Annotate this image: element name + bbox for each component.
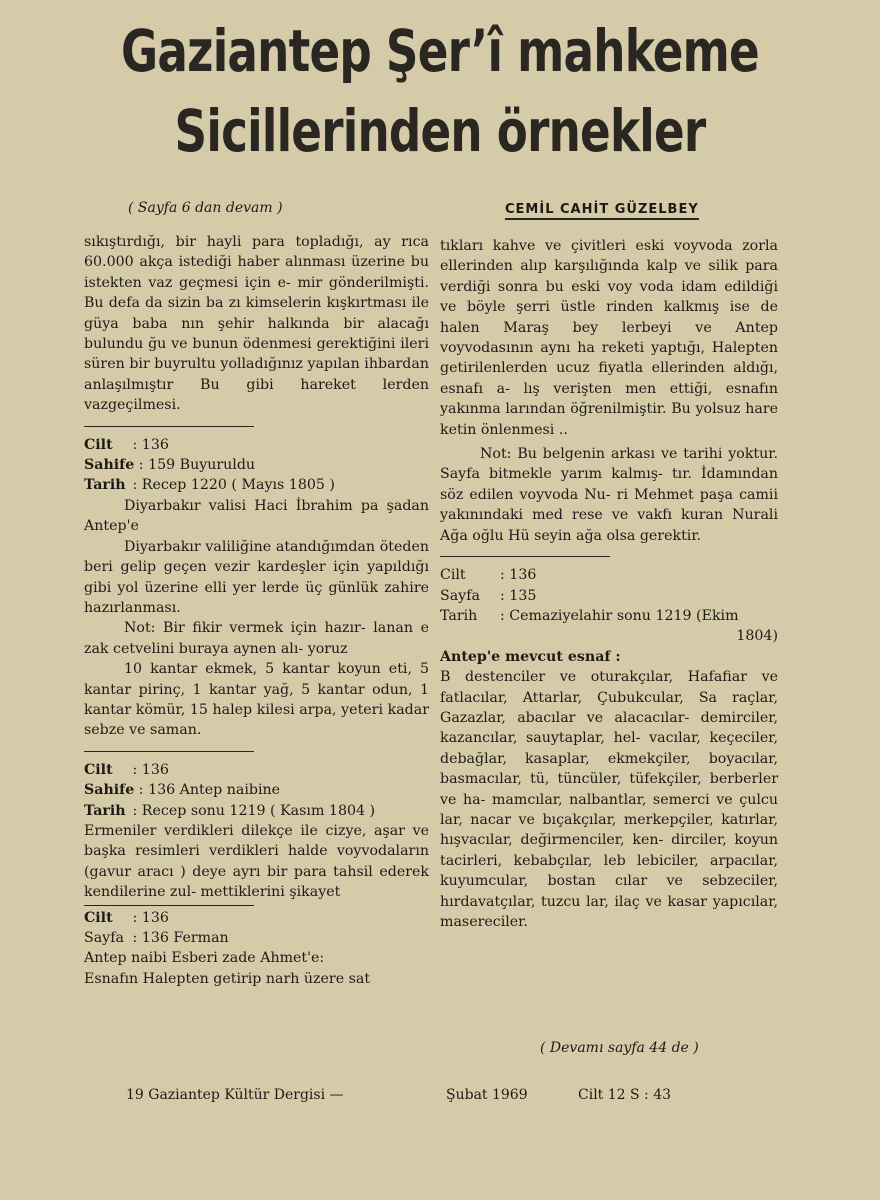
record-paragraph: Esnafın Halepten getirip narh üzere sat xyxy=(84,970,371,987)
continued-from-note: ( Sayfa 6 dan devam ) xyxy=(128,200,283,216)
divider xyxy=(84,426,254,427)
page-value: : 135 xyxy=(500,587,537,604)
page-value: : 136 Ferman xyxy=(132,930,229,946)
volume-value: : 136 xyxy=(132,909,169,926)
volume-label: Cilt xyxy=(84,761,113,778)
continued-on-note: ( Devamı sayfa 44 de ) xyxy=(540,1040,699,1056)
date-value-continued: 1804) xyxy=(736,628,778,645)
divider xyxy=(84,751,254,752)
volume-label: Cilt xyxy=(84,909,113,926)
article-title-line1: Gaziantep Şer’î mahkeme xyxy=(121,17,759,85)
date-value: : Recep sonu 1219 ( Kasım 1804 ) xyxy=(132,802,376,819)
document-record-2 xyxy=(84,760,429,903)
right-paragraph-1: tıkları kahve ve çivitleri eski voyvoda zorla ellerinden alıp karşılığında kalp ve silik para verdiği sonra bu eski voy voda idam edildiği ve böyle şerri üstle rinden kalkmış ise de halen Maraş bey lerbeyi ve Antep voyvodasının aynı ha reketi yaptığı, Halepten getirilenlerden ucuz fiyatla ellerinden aldığı, esnafı a- lış verişten men ettiği, esnafın yakınma larından öğrenilmiştir. Bu yolsuz hare ketin önlenmesi .. xyxy=(440,238,778,438)
note-paragraph: Not: Bir fikir vermek için hazır- lanan e zak cetvelini buraya aynen alı- yoruz xyxy=(84,620,429,657)
page-label: Sahife xyxy=(84,782,135,799)
document-record-3 xyxy=(84,908,429,990)
note-paragraph: Not: Bu belgenin arkası ve tarihi yoktur. Sayfa bitmekle yarım kalmış- tır. İdamından söz edilen voyvoda Nu- ri Mehmet paşa camii yakınındaki med rese ve vakfı kuran Nurali Ağa oğlu Hü seyin ağa olsa gerektir. xyxy=(440,446,778,544)
record-paragraph: Ermeniler verdikleri dilekçe ile cizye, aşar ve başka resimleri verdikleri halde voyvodaların (gavur aracı ) deye ayrı bir para tahsil ederek kendilerine zul- mettiklerini şikayet xyxy=(84,822,429,901)
footer-issue: Cilt 12 S : 43 xyxy=(578,1087,672,1103)
guild-list-heading: Antep'e mevcut esnaf : xyxy=(440,648,621,665)
page-value: : 136 Antep naibine xyxy=(138,782,281,799)
record-paragraph: Diyarbakır valiliğine atandığımdan öteden beri gelip geçen vezir kardeşler için yapıldığı gibi yol üzerine elli yer lerde üç günlük zahire hazırlanması. xyxy=(84,538,429,616)
date-value: : Recep 1220 ( Mayıs 1805 ) xyxy=(132,477,335,494)
document-record-1 xyxy=(84,435,429,741)
right-column xyxy=(440,236,778,932)
page-value: : 159 Buyuruldu xyxy=(138,457,256,474)
author-name: CEMİL CAHİT GÜZELBEY xyxy=(505,202,699,220)
document-record-4 xyxy=(440,565,778,932)
left-paragraph-1: sıkıştırdığı, bir hayli para topladığı, ay rıca 60.000 akça istediği haber alınması üzerine bu istekten vaz geçmesi için e- mir gönderilmişti. Bu defa da sizin ba zı kimselerin kışkırtması ile güya baba nın şehir halkında bir alacağı bulundu ğu ve bunun ödenmesi gerektiğini ileri süren bir buyrultu yolladığınız yapılan ihbardan anlaşılmıştır Bu gibi hareket lerden vazgeçilmesi. xyxy=(84,234,429,414)
volume-label: Cilt xyxy=(84,436,113,453)
divider xyxy=(84,905,254,906)
page-label: Sayfa xyxy=(84,930,124,946)
volume-value: : 136 xyxy=(132,761,169,778)
footer-date: Şubat 1969 xyxy=(446,1087,528,1103)
page-label: Sahife xyxy=(84,457,135,474)
volume-label: Cilt xyxy=(440,567,466,584)
date-label: Tarih xyxy=(440,607,478,624)
record-paragraph: Antep naibi Esberi zade Ahmet'e: xyxy=(84,950,325,967)
date-label: Tarih xyxy=(84,477,126,494)
page-label: Sayfa xyxy=(440,587,480,604)
record-paragraph: 10 kantar ekmek, 5 kantar koyun eti, 5 kantar pirinç, 1 kantar yağ, 5 kantar odun, 1 kantar kömür, 15 halep kilesi arpa, yeteri kadar sebze ve saman. xyxy=(84,661,429,739)
record-paragraph: Diyarbakır valisi Haci İbrahim pa şadan Antep'e xyxy=(84,497,429,535)
divider xyxy=(440,556,610,557)
volume-value: : 136 xyxy=(132,436,169,453)
guild-list: B destenciler ve oturakçılar, Hafafiar ve fatlacılar, Attarlar, Çubukcular, Sa raçlar, Gazazlar, abacılar ve alacacılar- demirciler, kazancılar, sauytaplar, hel- vacılar, keçeciler, debağlar, kasaplar, ekmekçiler, boyacılar, basmacılar, tü, tüncüler, tüfekçiler, berberler ve ha- mamcılar, nalbantlar, semerci ve çulcu lar, nacar ve bıçakçılar, merkepçiler, katırlar, hışvacılar, değirmenciler, ken- dirciler, koyun tacirleri, kebabçılar, leb lebiciler, arpacılar, kuyumcular, bostan cılar ve sebzeciler, hırdavatçılar, tuzcu lar, ilaç ve kasar yapıcılar, masereciler. xyxy=(440,669,778,930)
date-value: : Cemaziyelahir sonu 1219 (Ekim xyxy=(500,607,739,624)
footer-journal: 19 Gaziantep Kültür Dergisi — xyxy=(126,1087,344,1103)
date-label: Tarih xyxy=(84,802,126,819)
left-column xyxy=(84,232,429,989)
article-title-line2: Sicillerinden örnekler xyxy=(174,97,706,165)
volume-value: : 136 xyxy=(500,567,537,584)
